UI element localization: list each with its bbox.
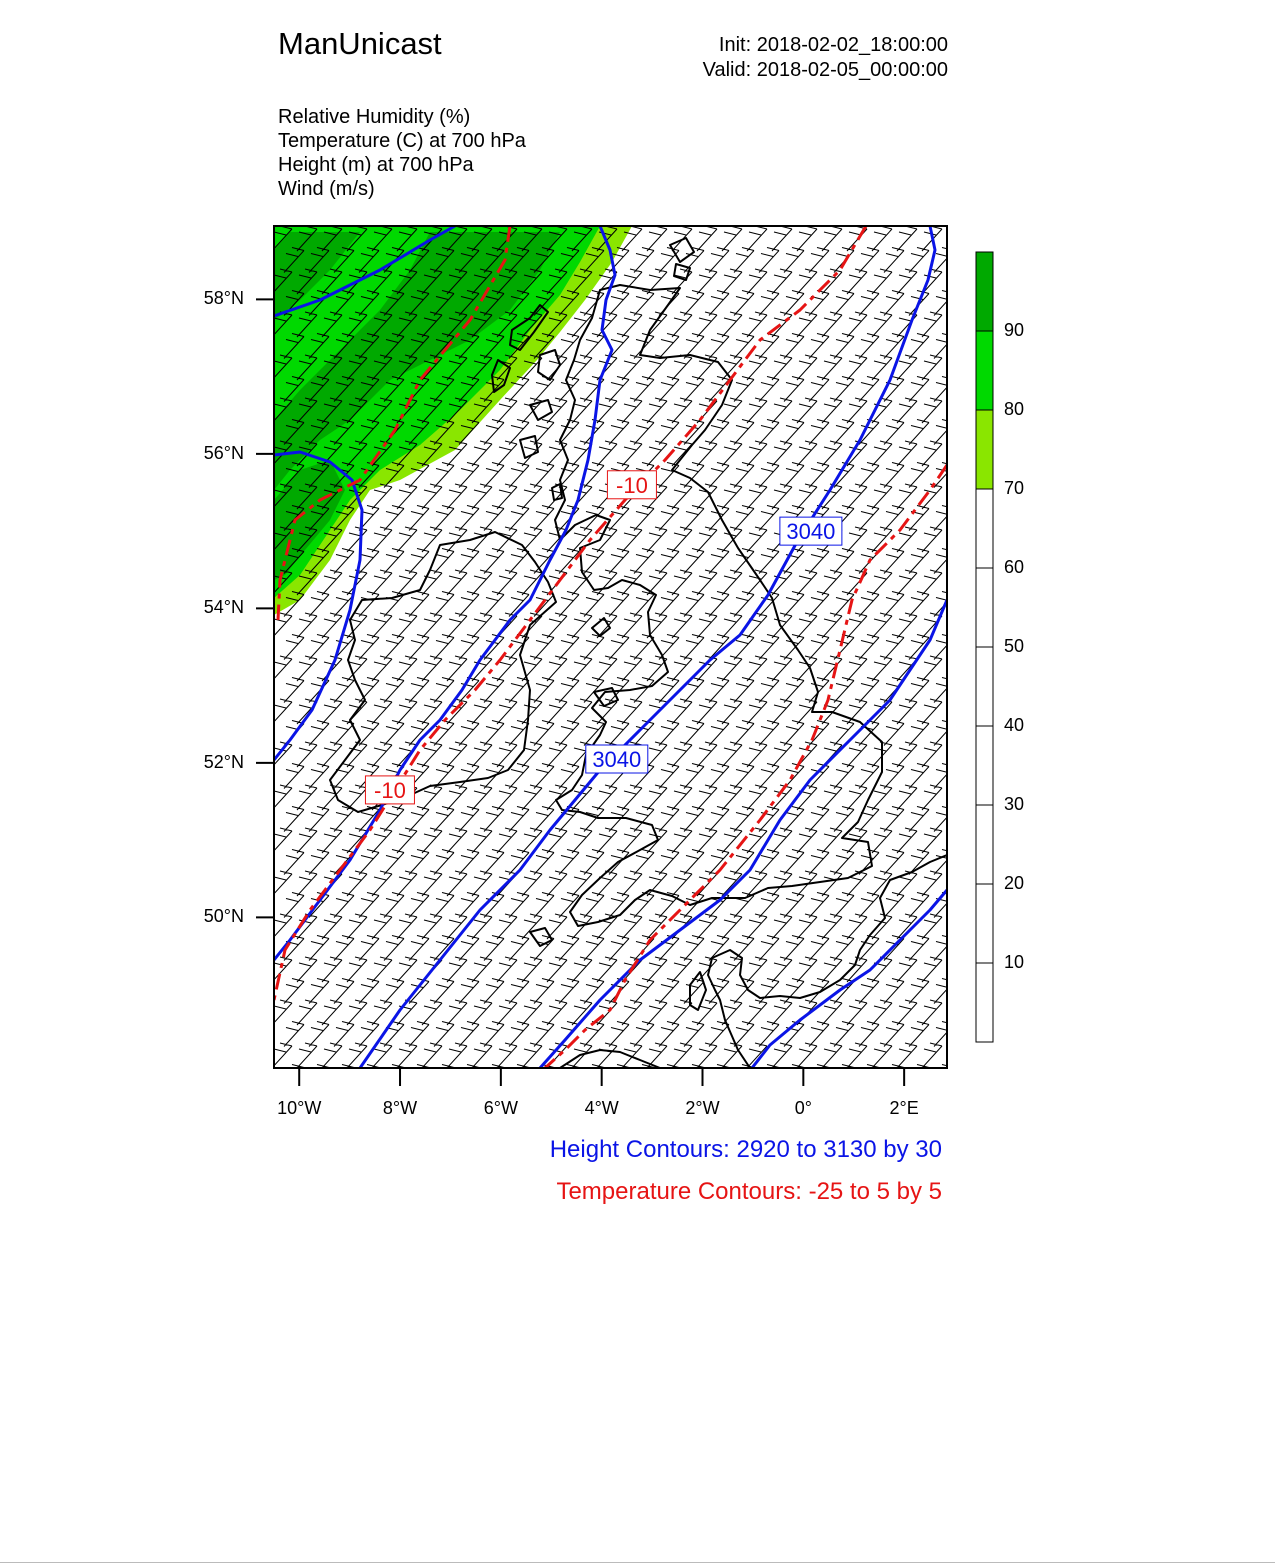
colorbar-label: 40 xyxy=(1004,715,1025,735)
page-bottom-rule xyxy=(0,1562,1275,1563)
field-relative-humidity: Relative Humidity (%) xyxy=(278,106,471,128)
coastline-mull xyxy=(530,400,552,420)
colorbar-label: 80 xyxy=(1004,399,1025,419)
colorbar-segment xyxy=(976,331,993,410)
lon-label: 6°W xyxy=(483,1098,518,1118)
lon-label: 10°W xyxy=(277,1098,322,1118)
colorbar-label: 20 xyxy=(1004,873,1025,893)
temperature-contours-info: Temperature Contours: -25 to 5 by 5 xyxy=(556,1178,942,1205)
temperature-contour-label: -10 xyxy=(616,472,648,498)
coastline-cotentin xyxy=(690,972,706,1010)
lat-label: 54°N xyxy=(203,597,244,618)
lon-label: 2°E xyxy=(889,1098,919,1118)
lat-label: 56°N xyxy=(203,442,244,463)
lon-label: 4°W xyxy=(584,1098,619,1118)
lon-label: 2°W xyxy=(685,1098,720,1118)
field-wind: Wind (m/s) xyxy=(278,178,375,200)
colorbar xyxy=(976,252,993,1042)
colorbar-label: 70 xyxy=(1004,478,1025,498)
init-time: Init: 2018-02-02_18:00:00 xyxy=(718,34,948,56)
lon-label: 0° xyxy=(794,1098,812,1118)
colorbar-segment xyxy=(976,410,993,489)
colorbar-label: 50 xyxy=(1004,636,1025,656)
colorbar-segment xyxy=(976,963,993,1042)
height-contours-info: Height Contours: 2920 to 3130 by 30 xyxy=(549,1136,942,1163)
height-contour-label: 3040 xyxy=(786,519,836,545)
coastline-skye xyxy=(538,350,560,380)
colorbar-label: 60 xyxy=(1004,557,1025,577)
colorbar-segment xyxy=(976,647,993,726)
map-title: ManUnicast xyxy=(278,26,442,61)
valid-time: Valid: 2018-02-05_00:00:00 xyxy=(702,59,948,81)
colorbar-label: 90 xyxy=(1004,320,1025,340)
colorbar-segment xyxy=(976,252,993,331)
coastline-islay xyxy=(520,436,538,458)
colorbar-label: 30 xyxy=(1004,794,1025,814)
colorbar-segment xyxy=(976,884,993,963)
field-temperature: Temperature (C) at 700 hPa xyxy=(278,130,526,152)
lat-label: 52°N xyxy=(203,751,244,772)
colorbar-segment xyxy=(976,805,993,884)
colorbar-segment xyxy=(976,568,993,647)
lat-label: 50°N xyxy=(203,906,244,927)
field-height: Height (m) at 700 hPa xyxy=(278,154,474,176)
lon-label: 8°W xyxy=(382,1098,418,1118)
colorbar-label: 10 xyxy=(1004,952,1025,972)
colorbar-segment xyxy=(976,489,993,568)
temperature-contour-label: -10 xyxy=(374,777,406,803)
colorbar-segment xyxy=(976,726,993,805)
height-contour-label: 3040 xyxy=(592,747,642,773)
lat-label: 58°N xyxy=(203,288,244,309)
